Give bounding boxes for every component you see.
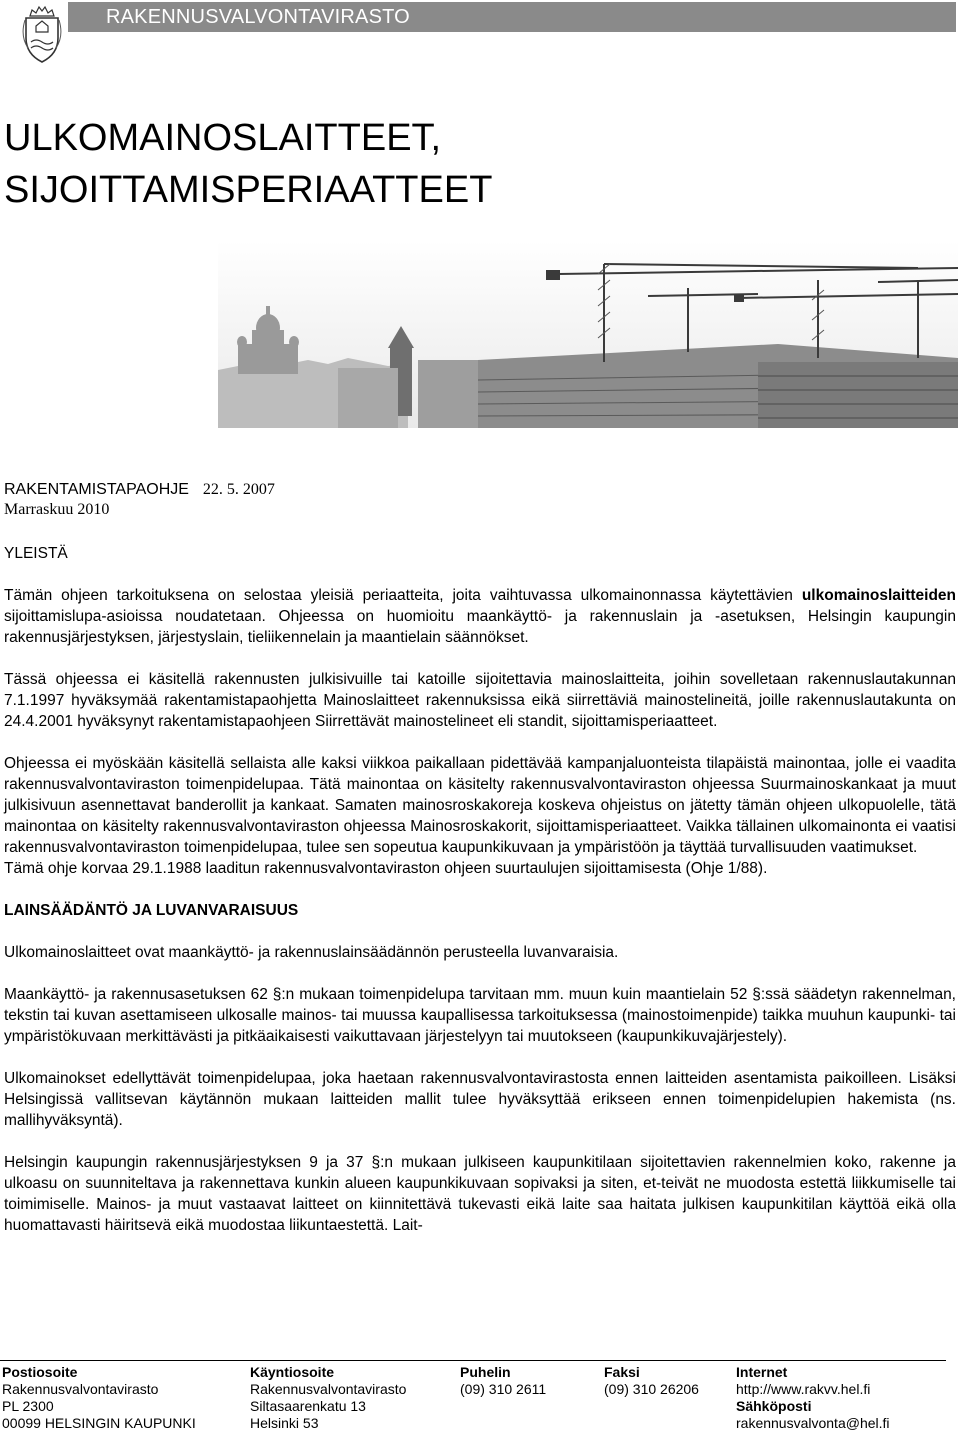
section-heading-legislation: LAINSÄÄDÄNTÖ JA LUVANVARAISUUS bbox=[4, 902, 299, 919]
email-link[interactable]: rakennusvalvonta@hel.fi bbox=[736, 1415, 890, 1431]
document-date: 22. 5. 2007 bbox=[202, 481, 275, 498]
paragraph-replaces: Tämä ohje korvaa 29.1.1988 laaditun rakennusvalvontaviraston ohjeen suurtaulujen sijoittamisesta (Ohje 1/88). bbox=[4, 860, 768, 877]
paragraph-operation-permit: Ulkomainokset edellyttävät toimenpidelupaa, joka haetaan rakennusvalvontavirastosta ennen laitteiden asentamista paikoilleen. Lisäksi Helsingissä vallitsevan käytännön mukaan laitteiden mallit tulee hyväksyttää erikseen ennen toimenpidelupien hakemista (ns. mallihyväksyntä). bbox=[4, 1070, 956, 1129]
section-heading-general: YLEISTÄ bbox=[4, 545, 68, 562]
document-title-line-2: SIJOITTAMISPERIAATTEET bbox=[4, 169, 493, 211]
footer-visiting-address bbox=[250, 1364, 406, 1432]
document-code-line bbox=[4, 480, 275, 500]
organization-name: RAKENNUSVALVONTAVIRASTO bbox=[106, 6, 410, 28]
helsinki-skyline-with-cranes-photo bbox=[218, 240, 958, 428]
footer-label: Sähköposti bbox=[736, 1398, 812, 1414]
footer-divider bbox=[0, 1360, 946, 1361]
emphasized-term: ulkomainoslaitteiden bbox=[801, 587, 956, 604]
footer-internet bbox=[736, 1364, 890, 1432]
footer-text: Siltasaarenkatu 13 bbox=[250, 1398, 366, 1414]
document-type: RAKENTAMISTAPAOHJE bbox=[4, 481, 189, 498]
footer-label: Puhelin bbox=[460, 1364, 511, 1380]
header bbox=[0, 0, 960, 36]
footer-text: (09) 310 2611 bbox=[460, 1381, 547, 1397]
footer-label: Internet bbox=[736, 1364, 788, 1380]
footer-text: 00099 HELSINGIN KAUPUNKI bbox=[2, 1415, 196, 1431]
paragraph-text: sijoittamislupa-asioissa noudatetaan. Ohjeessa on huomioitu maankäyttö- ja rakennuslain ja -asetuksen, Helsingin kaupungin rakennusjärjestyksen, järjestyslain, tieliikennelain ja maantielain säännökset. bbox=[4, 608, 956, 646]
footer-phone bbox=[460, 1364, 546, 1398]
footer-text: Rakennusvalvontavirasto bbox=[2, 1381, 159, 1397]
footer-postal-address bbox=[2, 1364, 196, 1432]
paragraph-exclusions: Tässä ohjeessa ei käsitellä rakennusten julkisivuille tai katoille sijoitettavia mainoslaitteita, joihin sovelletaan rakennuslautakunnan 7.1.1997 hyväksymää rakentamistapaohjetta Mainoslaitteet rakennuksissa eikä siirrettäviä mainostelineitä, joille rakennuslautakunta on 24.4.2001 hyväksynyt rakentamistapaohjeen Siirrettävät mainostelineet eli standit, sijoittamisperiaatteet. bbox=[4, 671, 956, 730]
revision-date: Marraskuu 2010 bbox=[4, 501, 110, 518]
footer-text: Helsinki 53 bbox=[250, 1415, 319, 1431]
footer-text: PL 2300 bbox=[2, 1398, 54, 1414]
paragraph-permit-required: Ulkomainoslaitteet ovat maankäyttö- ja rakennuslainsäädännön perusteella luvanvaraisia. bbox=[4, 944, 619, 961]
document-body bbox=[4, 543, 956, 1236]
footer-text: (09) 310 26206 bbox=[604, 1381, 699, 1397]
footer-fax bbox=[604, 1364, 699, 1398]
website-link[interactable]: http://www.rakvv.hel.fi bbox=[736, 1381, 871, 1397]
footer-label: Käyntiosoite bbox=[250, 1364, 335, 1380]
paragraph-temporary-advertising: Ohjeessa ei myöskään käsitellä sellaista alle kaksi viikkoa paikallaan pidettävää kampanjaluonteista tilapäistä mainontaa, jolle ei vaadita rakennusvalvontaviraston toimenpidelupaa. Tätä mainontaa on käsitelty rakennusvalvontaviraston ohjeessa Suurmainoskankaat ja muut julkisivuun asennettavat banderollit ja kankaat. Samaten mainosroskakoreja koskeva ohjeistus on jätetty tämän ohjeen ulkopuolelle, tätä mainontaa on käsitelty rakennusvalvontaviraston ohjeessa Mainosroskakorit, sijoittamisperiaatteet. Vaikka tällainen ulkomainonta ei vaatisi rakennusvalvontaviraston toimenpidelupaa, tulee sen sopeutua kaupunkikuvaan ja ympäristöön ja täyttää turvallisuuden vaatimukset. bbox=[4, 755, 956, 856]
paragraph-text: Tämän ohjeen tarkoituksena on selostaa yleisiä periaatteita, joita vaihtuvassa ulkomainonnassa käytettävien bbox=[4, 587, 802, 604]
helsinki-coat-of-arms-icon bbox=[22, 2, 62, 64]
document-title bbox=[4, 112, 492, 216]
footer-text: Rakennusvalvontavirasto bbox=[250, 1381, 407, 1397]
paragraph-purpose bbox=[4, 585, 956, 648]
footer-label: Faksi bbox=[604, 1364, 640, 1380]
paragraph-building-ordinance: Helsingin kaupungin rakennusjärjestyksen 9 ja 37 §:n mukaan julkiseen kaupunkitilaan sijoitettavien rakennelmien koko, rakenne ja ulkoasu on suunniteltava ja rakennettava kunkin alueen kaupunkikuvaan sopivaksi ja siten, et-teivät ne muodosta estettä liikkumiselle tai toimimiselle. Mainos- ja muut vastaavat laitteet on kiinnitettävä tukevasti eikä laite saa haitata julkisen kaupunkitilan käyttöä eikä olla huomattavasti häiritsevä eikä muodostaa liikuntaestettä. Lait- bbox=[4, 1154, 956, 1234]
document-title-line-1: ULKOMAINOSLAITTEET, bbox=[4, 117, 442, 159]
footer-label: Postiosoite bbox=[2, 1364, 78, 1380]
paragraph-decree-62: Maankäyttö- ja rakennusasetuksen 62 §:n mukaan toimenpidelupa tarvitaan mm. muun kuin maantielain 52 §:ssä säädetyn rakennelman, tekstin tai kuvan asettamiseen ulkosalle mainos- tai muussa kaupallisessa tarkoituksessa (mainostoimenpide) taikka muuhun kaupunki- tai ympäristökuvaan merkittävästi ja pitkäaikaisesti vaikuttavaan järjestelyyn tai muutokseen (kaupunkikuvajärjestely). bbox=[4, 986, 956, 1045]
